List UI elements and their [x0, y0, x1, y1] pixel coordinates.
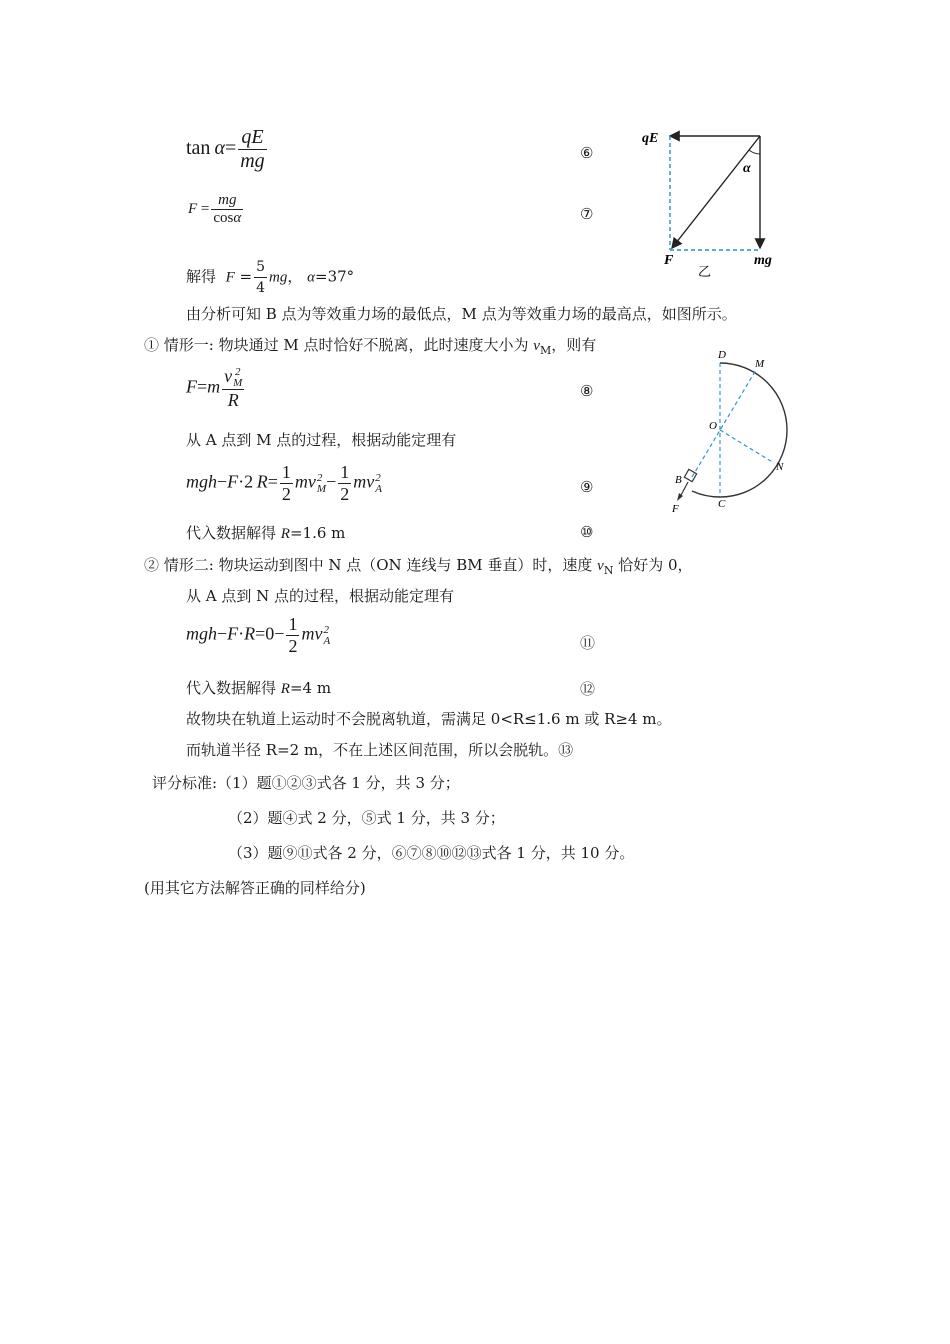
eq9-number: ⑨: [580, 478, 594, 496]
analysis-paragraph: 由分析可知 B 点为等效重力场的最低点，M 点为等效重力场的最高点，如图所示。: [186, 305, 737, 323]
bottom-arc: [692, 491, 720, 497]
result-r-1-6: 代入数据解得 R=1.6 m: [186, 524, 346, 542]
eq7-number: ⑦: [580, 205, 594, 223]
f-arrow: [672, 136, 760, 248]
label-qe: qE: [642, 131, 659, 146]
track-arc: [720, 363, 787, 497]
eq7-force: F = $\frac{mg}{\cos\alpha}$: [188, 192, 242, 226]
conclusion-range: 故物块在轨道上运动时不会脱离轨道，需满足 0<R≤1.6 m 或 R≥4 m。: [186, 710, 672, 728]
label-f: F: [664, 253, 674, 268]
eq11-energy: mgh−F·R=0− $\frac{1}{2}$ mv 2 A: [186, 614, 331, 656]
scoring-item-2: （2）题④式 2 分，⑤式 1 分，共 3 分；: [228, 809, 505, 827]
eq8-number: ⑧: [580, 382, 594, 400]
label-f-small: F: [672, 503, 679, 515]
track-diagram: [660, 345, 795, 520]
alternate-method-note: (用其它方法解答正确的同样给分): [144, 879, 366, 897]
label-d: D: [718, 349, 726, 361]
label-c: C: [718, 498, 726, 510]
eq11-number: ⑪: [580, 634, 596, 652]
a-to-n-line: 从 A 点到 N 点的过程，根据动能定理有: [186, 587, 455, 605]
label-b: B: [675, 474, 682, 486]
eq6-tan-alpha: tan α= $\frac{qE}{mg}$: [186, 126, 265, 172]
bm-line: [692, 370, 756, 477]
figure-caption: 乙: [698, 265, 712, 280]
result-r-4: 代入数据解得 R=4 m: [186, 679, 332, 697]
on-line: [720, 430, 774, 463]
label-alpha: α: [743, 161, 751, 176]
label-n: N: [776, 461, 784, 473]
eq8-centripetal: F=m v 2 M R: [186, 365, 243, 410]
a-to-m-line: 从 A 点到 M 点的过程，根据动能定理有: [186, 431, 457, 449]
alpha-arc: [749, 150, 760, 154]
eq10-number: ⑩: [580, 523, 594, 541]
force-diagram: [630, 120, 790, 285]
case-one-line: ① 情形一: 物块通过 M 点时恰好不脱离，此时速度大小为 $v_M$，则有: [144, 336, 597, 357]
eq12-number: ⑫: [580, 680, 596, 698]
label-m: M: [755, 358, 765, 370]
scoring-item-3: （3）题⑨⑪式各 2 分，⑥⑦⑧⑩⑫⑬式各 1 分，共 10 分。: [228, 844, 635, 862]
block: [684, 469, 696, 481]
label-mg: mg: [754, 253, 772, 268]
conclusion-derail: 而轨道半径 R=2 m，不在上述区间范围，所以会脱轨。⑬: [186, 741, 574, 759]
label-o: O: [709, 420, 717, 432]
case-two-line: ② 情形二: 物块运动到图中 N 点（ON 连线与 BM 垂直）时，速度 $v_N$ 恰好为 0，: [144, 556, 693, 577]
eq9-energy: mgh−F·2 R= $\frac{1}{2}$ mv 2 M − $\frac{1}{2}$ mv 2 A: [186, 462, 382, 504]
solution-f-alpha: 解得 F = $\frac{5}{4}$ mg， α=37°: [186, 259, 355, 296]
eq6-number: ⑥: [580, 144, 594, 162]
scoring-title: 评分标准:（1）题①②③式各 1 分，共 3 分；: [152, 774, 460, 792]
